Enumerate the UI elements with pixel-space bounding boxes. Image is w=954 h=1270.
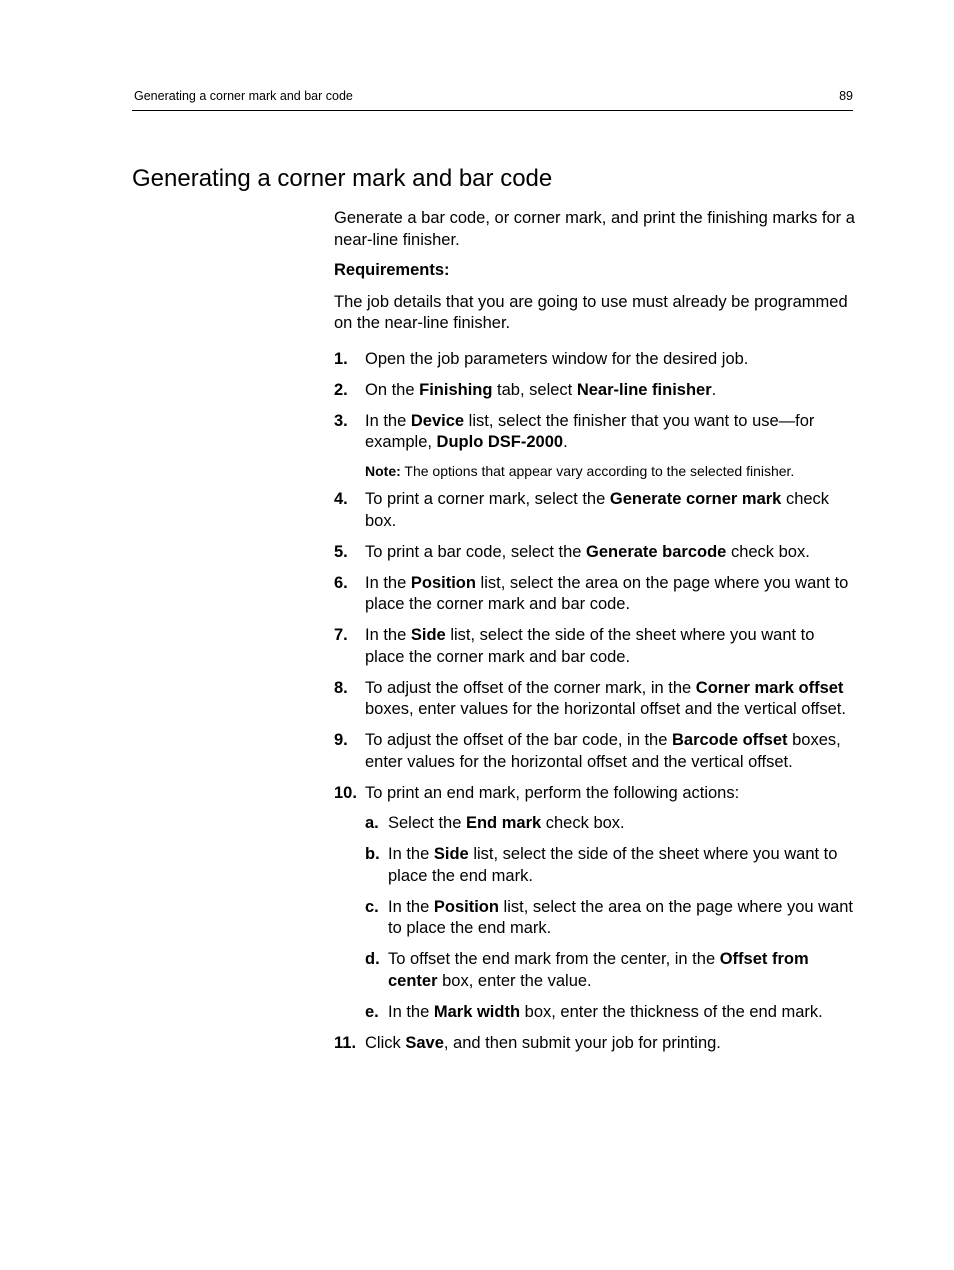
ui-term: Save	[405, 1033, 444, 1052]
ui-term: Corner mark offset	[695, 678, 844, 697]
substeps	[365, 813, 856, 1023]
ui-term: Mark width	[433, 1002, 521, 1021]
step-2	[334, 380, 856, 402]
page-title: Generating a corner mark and bar code	[132, 165, 553, 192]
ui-term: Generate barcode	[586, 542, 727, 561]
ui-term: Device	[410, 411, 465, 430]
requirements-text: The job details that you are going to use must already be programmed on the near-line finisher.	[334, 292, 848, 332]
ui-term: Position	[410, 573, 476, 592]
step-text: Click Save, and then submit your job for printing.	[365, 1033, 721, 1052]
intro-paragraph: Generate a bar code, or corner mark, and print the finishing marks for a near-line finisher.	[334, 209, 855, 249]
step-number: 4.	[334, 490, 348, 508]
requirements-label: Requirements:	[334, 261, 450, 279]
step-text: On the Finishing tab, select Near-line finisher.	[365, 380, 717, 399]
step-number: 3.	[334, 411, 348, 430]
substep-letter: e.	[365, 1002, 379, 1021]
ui-term: End mark	[465, 814, 542, 832]
step-text: To adjust the offset of the bar code, in the Barcode offset boxes, enter values for the horizontal offset and the vertical offset.	[365, 731, 841, 771]
step-number: 10.	[334, 783, 357, 802]
step-6	[334, 573, 856, 616]
procedure-steps	[334, 349, 856, 1055]
substep-text: In the Mark width box, enter the thickness of the end mark.	[388, 1002, 823, 1021]
note-label: Note:	[365, 462, 401, 479]
note-text: The options that appear vary according to the selected finisher.	[400, 462, 795, 479]
ui-term: Generate corner mark	[609, 490, 782, 508]
section-body	[334, 208, 856, 1064]
step-text: To print a bar code, select the Generate barcode check box.	[365, 542, 810, 561]
step-number: 9.	[334, 731, 348, 749]
substep-letter: d.	[365, 950, 380, 968]
step-1	[334, 349, 856, 371]
step-number: 5.	[334, 542, 348, 561]
substep-letter: c.	[365, 897, 379, 916]
step-3	[334, 411, 856, 480]
ui-term: Side	[410, 626, 446, 644]
step-9	[334, 730, 856, 773]
ui-term: Offset from center	[388, 950, 809, 990]
ui-term: Duplo DSF-2000	[436, 433, 564, 451]
step-number: 8.	[334, 678, 348, 697]
ui-term: Barcode offset	[671, 731, 788, 749]
step-number: 11.	[334, 1033, 357, 1052]
step-number: 6.	[334, 573, 348, 592]
step-number: 7.	[334, 626, 348, 644]
step-text: In the Position list, select the area on the page where you want to place the corner mark and bar code.	[365, 573, 849, 613]
step-11	[334, 1033, 856, 1055]
step-5	[334, 542, 856, 564]
ui-term: Position	[433, 897, 499, 916]
substep-text: To offset the end mark from the center, in the Offset from center box, enter the value.	[388, 950, 809, 990]
step-text: In the Side list, select the side of the sheet where you want to place the corner mark and bar code.	[365, 626, 815, 666]
substep-letter: a.	[365, 814, 379, 832]
substep-text: Select the End mark check box.	[388, 814, 625, 832]
step-text: To print a corner mark, select the Generate corner mark check box.	[365, 490, 830, 530]
step-10	[334, 783, 856, 1024]
substep-letter: b.	[365, 845, 380, 863]
substep-a	[365, 813, 856, 835]
step-8	[334, 678, 856, 721]
step-7	[334, 625, 856, 668]
step-number: 1.	[334, 349, 348, 368]
running-header	[132, 88, 853, 111]
substep-text: In the Side list, select the side of the sheet where you want to place the end mark.	[388, 845, 838, 885]
ui-term: Side	[433, 845, 469, 863]
ui-term: Near-line finisher	[576, 380, 712, 399]
step-4	[334, 489, 856, 532]
step-number: 2.	[334, 380, 348, 399]
substep-c	[365, 897, 856, 940]
substep-d	[365, 949, 856, 992]
header-title: Generating a corner mark and bar code	[134, 89, 353, 103]
step-text: Open the job parameters window for the desired job.	[365, 349, 749, 368]
note	[365, 462, 856, 480]
substep-b	[365, 844, 856, 887]
step-text: To adjust the offset of the corner mark, in the Corner mark offset boxes, enter values for the horizontal offset and the vertical offset.	[365, 678, 846, 718]
step-text: To print an end mark, perform the following actions:	[365, 783, 740, 802]
step-text: In the Device list, select the finisher that you want to use—for example, Duplo DSF-2000.	[365, 411, 815, 451]
page-number: 89	[839, 89, 853, 103]
ui-term: Finishing	[419, 380, 493, 399]
substep-text: In the Position list, select the area on the page where you want to place the end mark.	[388, 897, 854, 937]
substep-e	[365, 1002, 856, 1024]
